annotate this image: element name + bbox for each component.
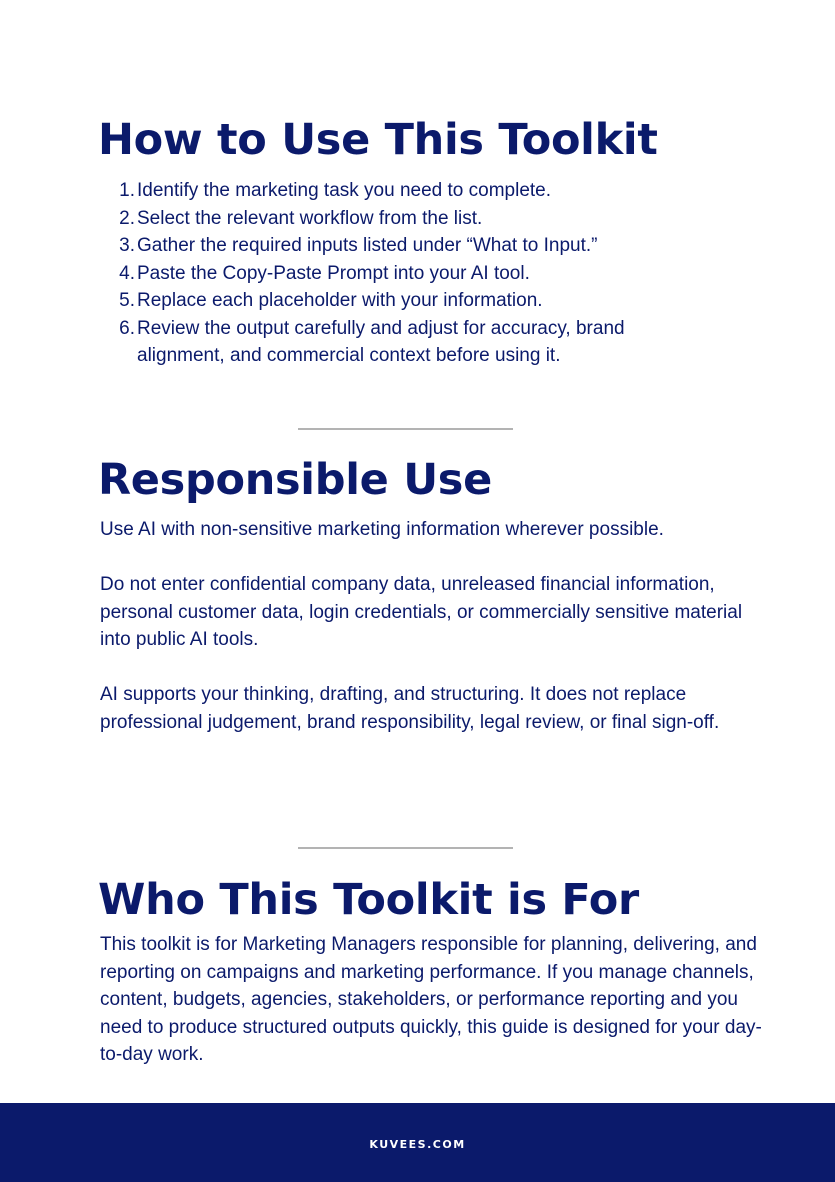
list-item [119,315,697,370]
step-number: 3. [119,235,135,256]
step-text: Gather the required inputs listed under “What to Input.” [137,235,598,256]
list-item [119,177,697,205]
who-for-paragraph: This toolkit is for Marketing Managers responsible for planning, delivering, and reporting on campaigns and marketing performance. If you manage channels, content, budgets, agencies, stakeholders, or performance reporting and you need to produce structured outputs quickly, this guide is designed for your day-to-day work. [100,934,762,1065]
list-item [119,287,697,315]
step-number: 6. [119,317,135,339]
responsible-use-paragraph-3: AI supports your thinking, drafting, and structuring. It does not replace professional judgement, brand responsibility, legal review, or final sign-off. [100,684,720,733]
step-number: 1. [119,180,135,201]
list-item [119,232,697,260]
list-item [119,205,697,233]
step-text: Select the relevant workflow from the list. [137,207,483,229]
step-text: Replace each placeholder with your information. [137,290,543,311]
section-title-how-to-use: How to Use This Toolkit [98,115,658,165]
step-number: 2. [119,207,135,229]
section-title-responsible-use: Responsible Use [98,455,492,505]
divider [298,428,513,430]
divider [298,847,513,849]
section-title-who-for: Who This Toolkit is For [98,875,639,925]
responsible-use-paragraph-1: Use AI with non-sensitive marketing information wherever possible. [100,519,664,540]
step-text: Identify the marketing task you need to complete. [137,180,552,201]
responsible-use-paragraph-2: Do not enter confidential company data, unreleased financial information, personal customer data, login credentials, or commercially sensitive material into public AI tools. [100,574,743,650]
step-number: 4. [119,262,135,284]
step-number: 5. [119,290,135,311]
footer-website-link[interactable]: KUVEES.COM [369,1138,466,1151]
step-text: Paste the Copy-Paste Prompt into your AI tool. [137,262,530,284]
steps-list [119,177,697,370]
footer-bar [0,1103,835,1182]
step-text: Review the output carefully and adjust for accuracy, brand alignment, and commercial context before using it. [137,317,625,366]
list-item [119,260,697,288]
